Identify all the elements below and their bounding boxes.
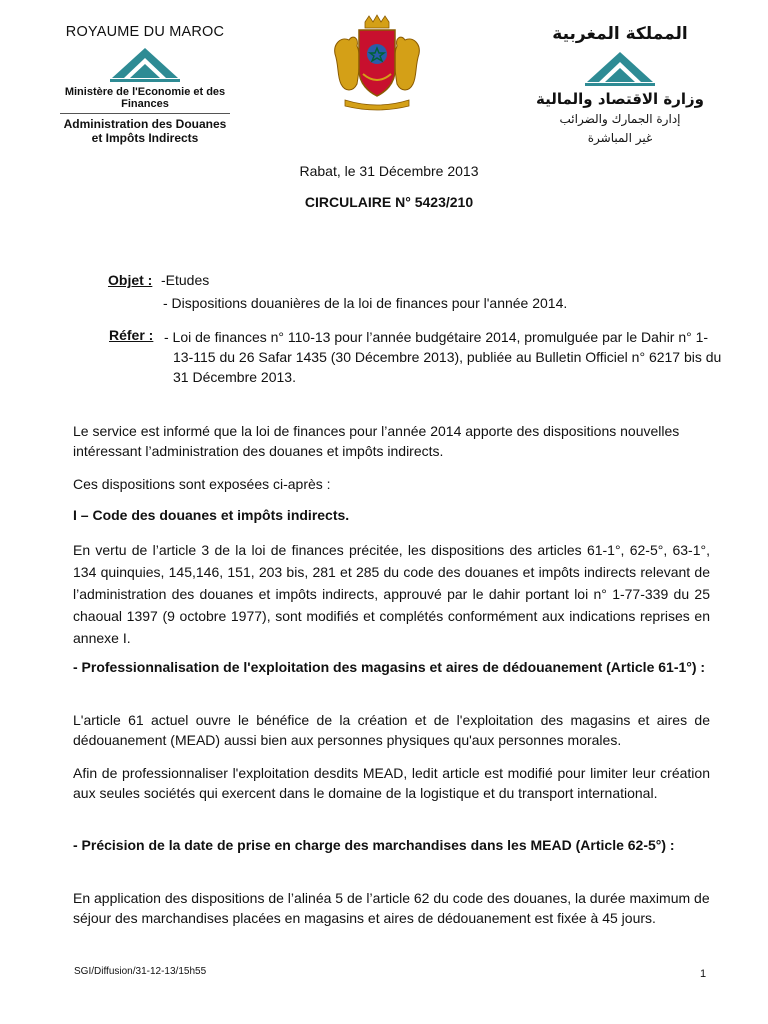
section-heading-3: - Précision de la date de prise en charge des marchandises dans les MEAD (Article 62-5°) : bbox=[73, 837, 675, 853]
header-divider bbox=[60, 113, 230, 114]
admin-fr-line2: et Impôts Indirects bbox=[91, 131, 199, 145]
objet-label: Objet : bbox=[108, 272, 153, 288]
circular-number: CIRCULAIRE N° 5423/210 bbox=[304, 194, 474, 210]
paragraph-article-61: L'article 61 actuel ouvre le bénéfice de la création et de l'exploitation des magasins et aires de dédouanement (MEAD) aussi bien aux personnes physiques qu'aux personnes morales. bbox=[73, 712, 710, 748]
paragraph-dispositions: Ces dispositions sont exposées ci-après : bbox=[73, 476, 331, 492]
date-line: Rabat, le 31 Décembre 2013 bbox=[299, 163, 479, 179]
footer-code: SGI/Diffusion/31-12-13/15h55 bbox=[74, 966, 207, 977]
paragraph-article-62: En application des dispositions de l’alinéa 5 de l’article 62 du code des douanes, la durée maximum de séjour des marchandises placées en magasins et aires de dédouanement est fixée à 45 jours. bbox=[73, 890, 710, 926]
paragraph-article-3: En vertu de l’article 3 de la loi de finances précitée, les dispositions des articles 61-1°, 62-5°, 63-1°, 134 quinquies, 145,146, 151, 203 bis, 281 et 285 du code des douanes et impôts indirects relevant de l’administration des douanes et impôts indirects, approuvé par le dahir portant loi n° 1-77-339 du 25 chaoual 1397 (9 octobre 1977), sont modifiés et complétés conformément aux indications reprises en annexe I. bbox=[73, 542, 710, 646]
paragraph-intro: Le service est informé que la loi de finances pour l’année 2014 apporte des dispositions nouvelles intéressant l’administration des douanes et impôts indirects. bbox=[73, 423, 680, 459]
customs-logo-ar-icon bbox=[585, 50, 655, 88]
header-left-block bbox=[50, 24, 240, 145]
admin-ar-line2: غير المباشرة bbox=[587, 131, 653, 145]
kingdom-fr: ROYAUME DU MAROC bbox=[65, 24, 225, 40]
section-heading-1: I – Code des douanes et impôts indirects. bbox=[73, 507, 350, 523]
admin-fr-line1: Administration des Douanes bbox=[63, 117, 227, 131]
section-heading-2: - Professionnalisation de l'exploitation des magasins et aires de dédouanement (Article 61-1°) : bbox=[73, 659, 706, 675]
objet-line-2: - Dispositions douanières de la loi de finances pour l'année 2014. bbox=[163, 295, 568, 311]
royal-coat-of-arms-icon bbox=[327, 14, 427, 114]
objet-line-1: -Etudes bbox=[161, 272, 210, 288]
paragraph-mead: Afin de professionnaliser l'exploitation desdits MEAD, ledit article est modifié pour limiter leur création aux seules sociétés qui exercent dans le domaine de la logistique et du transport international. bbox=[73, 765, 710, 801]
page-number: 1 bbox=[700, 968, 707, 980]
customs-logo-icon bbox=[110, 46, 180, 84]
header-right-block bbox=[520, 24, 720, 146]
ministry-ar: وزارة الاقتصاد والمالية bbox=[535, 90, 705, 108]
refer-label: Réfer : bbox=[109, 327, 154, 343]
refer-text: - Loi de finances n° 110-13 pour l’année budgétaire 2014, promulguée par le Dahir n° 1-13-115 du 26 Safar 1435 (30 Décembre 2013), publiée au Bulletin Officiel n° 6217 bis du 31 Décembre 2013. bbox=[164, 329, 722, 385]
kingdom-ar: المملكة المغربية bbox=[552, 24, 688, 44]
admin-ar-line1: إدارة الجمارك والضرائب bbox=[559, 112, 681, 126]
ministry-fr: Ministère de l'Economie et des Finances bbox=[64, 86, 226, 110]
